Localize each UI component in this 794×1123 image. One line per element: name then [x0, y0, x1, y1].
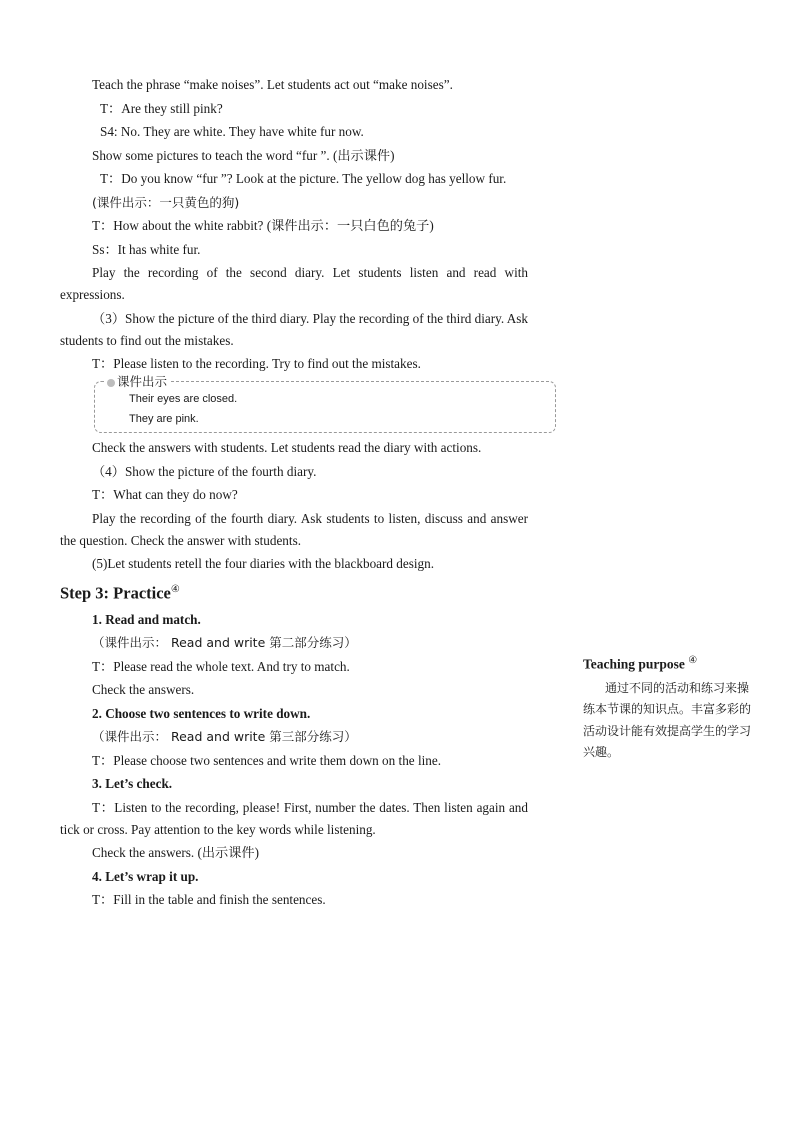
- footnote-mark: ④: [688, 655, 698, 666]
- paragraph: S4: No. They are white. They have white fur now.: [100, 124, 364, 139]
- section-heading: 4. Let’s wrap it up.: [92, 868, 199, 884]
- paragraph: （课件出示： Read and write 第三部分练习）: [92, 729, 357, 744]
- paragraph: T：What can they do now?: [92, 487, 238, 502]
- courseware-label: 课件出示: [105, 375, 169, 389]
- paragraph: （3）Show the picture of the third diary. Play the recording of the third diary. Ask students to find out the mistakes.: [60, 310, 528, 348]
- step-3-heading: Step 3: Practice④: [60, 583, 180, 603]
- section-heading: 1. Read and match.: [92, 611, 201, 627]
- paragraph: T：Do you know “fur ”? Look at the picture. The yellow dog has yellow fur.: [100, 171, 507, 186]
- paragraph: Check the answers.: [92, 682, 195, 697]
- courseware-line: They are pink.: [129, 413, 199, 425]
- paragraph: Teach the phrase “make noises”. Let students act out “make noises”.: [92, 77, 453, 92]
- section-heading: 3. Let’s check.: [92, 776, 173, 791]
- bullet-icon: [107, 379, 115, 387]
- paragraph: T：Listen to the recording, please! First, number the dates. Then listen again and tick or cross. Pay attention to the key words while listening.: [60, 799, 528, 837]
- section-heading: 2. Choose two sentences to write down.: [92, 705, 311, 721]
- paragraph: （4）Show the picture of the fourth diary.: [92, 463, 317, 479]
- paragraph: T：Are they still pink?: [100, 100, 223, 116]
- lesson-plan-body: [60, 74, 528, 913]
- paragraph: Ss：It has white fur.: [92, 241, 201, 257]
- paragraph: (课件出示：一只黄色的狗): [92, 194, 240, 210]
- courseware-box: [94, 374, 556, 433]
- paragraph: Play the recording of the second diary. Let students listen and read with expressions.: [60, 265, 528, 302]
- paragraph: Play the recording of the fourth diary. Ask students to listen, discuss and answer the question. Check the answer with students.: [60, 510, 528, 548]
- paragraph: T：How about the white rabbit? (课件出示：一只白色的兔子): [92, 218, 434, 233]
- sidebar-title: Teaching purpose ④: [583, 655, 698, 672]
- paragraph: （课件出示： Read and write 第二部分练习）: [92, 635, 357, 650]
- sidebar-note: [583, 650, 755, 764]
- footnote-mark: ④: [170, 584, 180, 595]
- courseware-line: Their eyes are closed.: [129, 393, 238, 405]
- paragraph: T：Please read the whole text. And try to match.: [92, 658, 350, 674]
- paragraph: T：Please listen to the recording. Try to find out the mistakes.: [92, 356, 421, 371]
- paragraph: Check the answers with students. Let students read the diary with actions.: [92, 440, 482, 455]
- paragraph: (5)Let students retell the four diaries with the blackboard design.: [92, 556, 435, 571]
- paragraph: Show some pictures to teach the word “fur ”. (出示课件): [92, 147, 395, 163]
- sidebar-text: 通过不同的活动和练习来操练本节课的知识点。丰富多彩的活动设计能有效提高学生的学习兴趣。: [583, 680, 752, 759]
- paragraph: Check the answers. (出示课件): [92, 845, 260, 860]
- paragraph: T：Fill in the table and finish the sentences.: [92, 892, 326, 907]
- paragraph: T：Please choose two sentences and write them down on the line.: [92, 752, 442, 768]
